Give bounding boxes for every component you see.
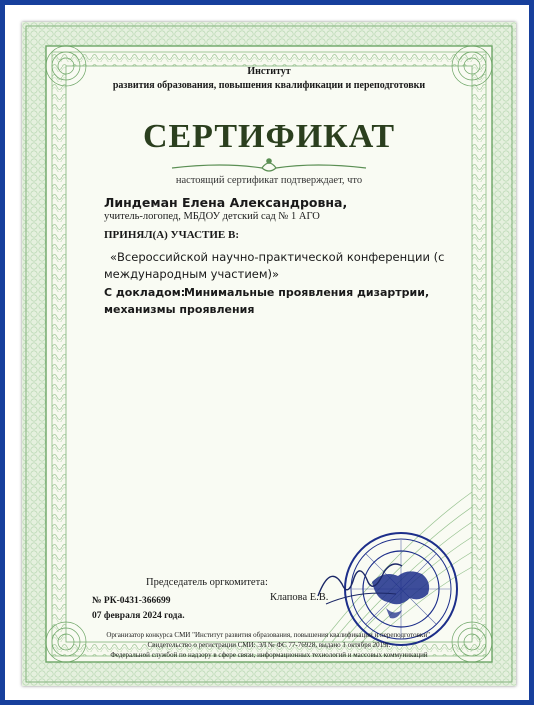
subtitle: настоящий сертификат подтверждает, что <box>175 175 363 186</box>
event-line-2: международным участием)» <box>104 267 280 281</box>
institute-line-1: Институт <box>247 66 291 77</box>
signature-mark <box>308 554 408 614</box>
report-label: С докладом: <box>104 286 186 299</box>
recipient-name: Линдеман Елена Александровна, <box>104 195 348 210</box>
report-title-line-1: Минимальные проявления дизартрии, <box>184 286 430 299</box>
certificate-title: СЕРТИФИКАТ <box>142 118 396 155</box>
recipient-position: учитель-логопед, МБДОУ детский сад № 1 АГО <box>104 211 320 222</box>
participation-label: ПРИНЯЛ(А) УЧАСТИЕ В: <box>104 229 240 241</box>
footer-line-1: Организатор конкурса СМИ "Институт развития образования, повышения квалификации и переподготовки". <box>106 631 432 639</box>
chairman-name: Клапова Е.В. <box>270 592 329 603</box>
certificate-sheet <box>22 22 516 686</box>
document-number: № РК-0431-366699 <box>92 596 171 606</box>
event-line-1: «Всероссийской научно-практической конференции (с <box>110 250 445 264</box>
footer-line-3: Федеральной службой по надзору в сфере связи, информационных технологий и массовых коммуникаций <box>110 651 428 659</box>
document-date: 07 февраля 2024 года. <box>92 611 185 621</box>
institute-line-2: развития образования, повышения квалификации и переподготовки <box>112 80 426 91</box>
chairman-role: Председатель оргкомитета: <box>146 577 268 588</box>
report-title-line-2: механизмы проявления <box>104 303 255 316</box>
footer-line-2: Свидетельство о регистрации СМИ: ЭЛ № ФС 77-76928, выдано 1 октября 2019г. <box>147 641 391 649</box>
